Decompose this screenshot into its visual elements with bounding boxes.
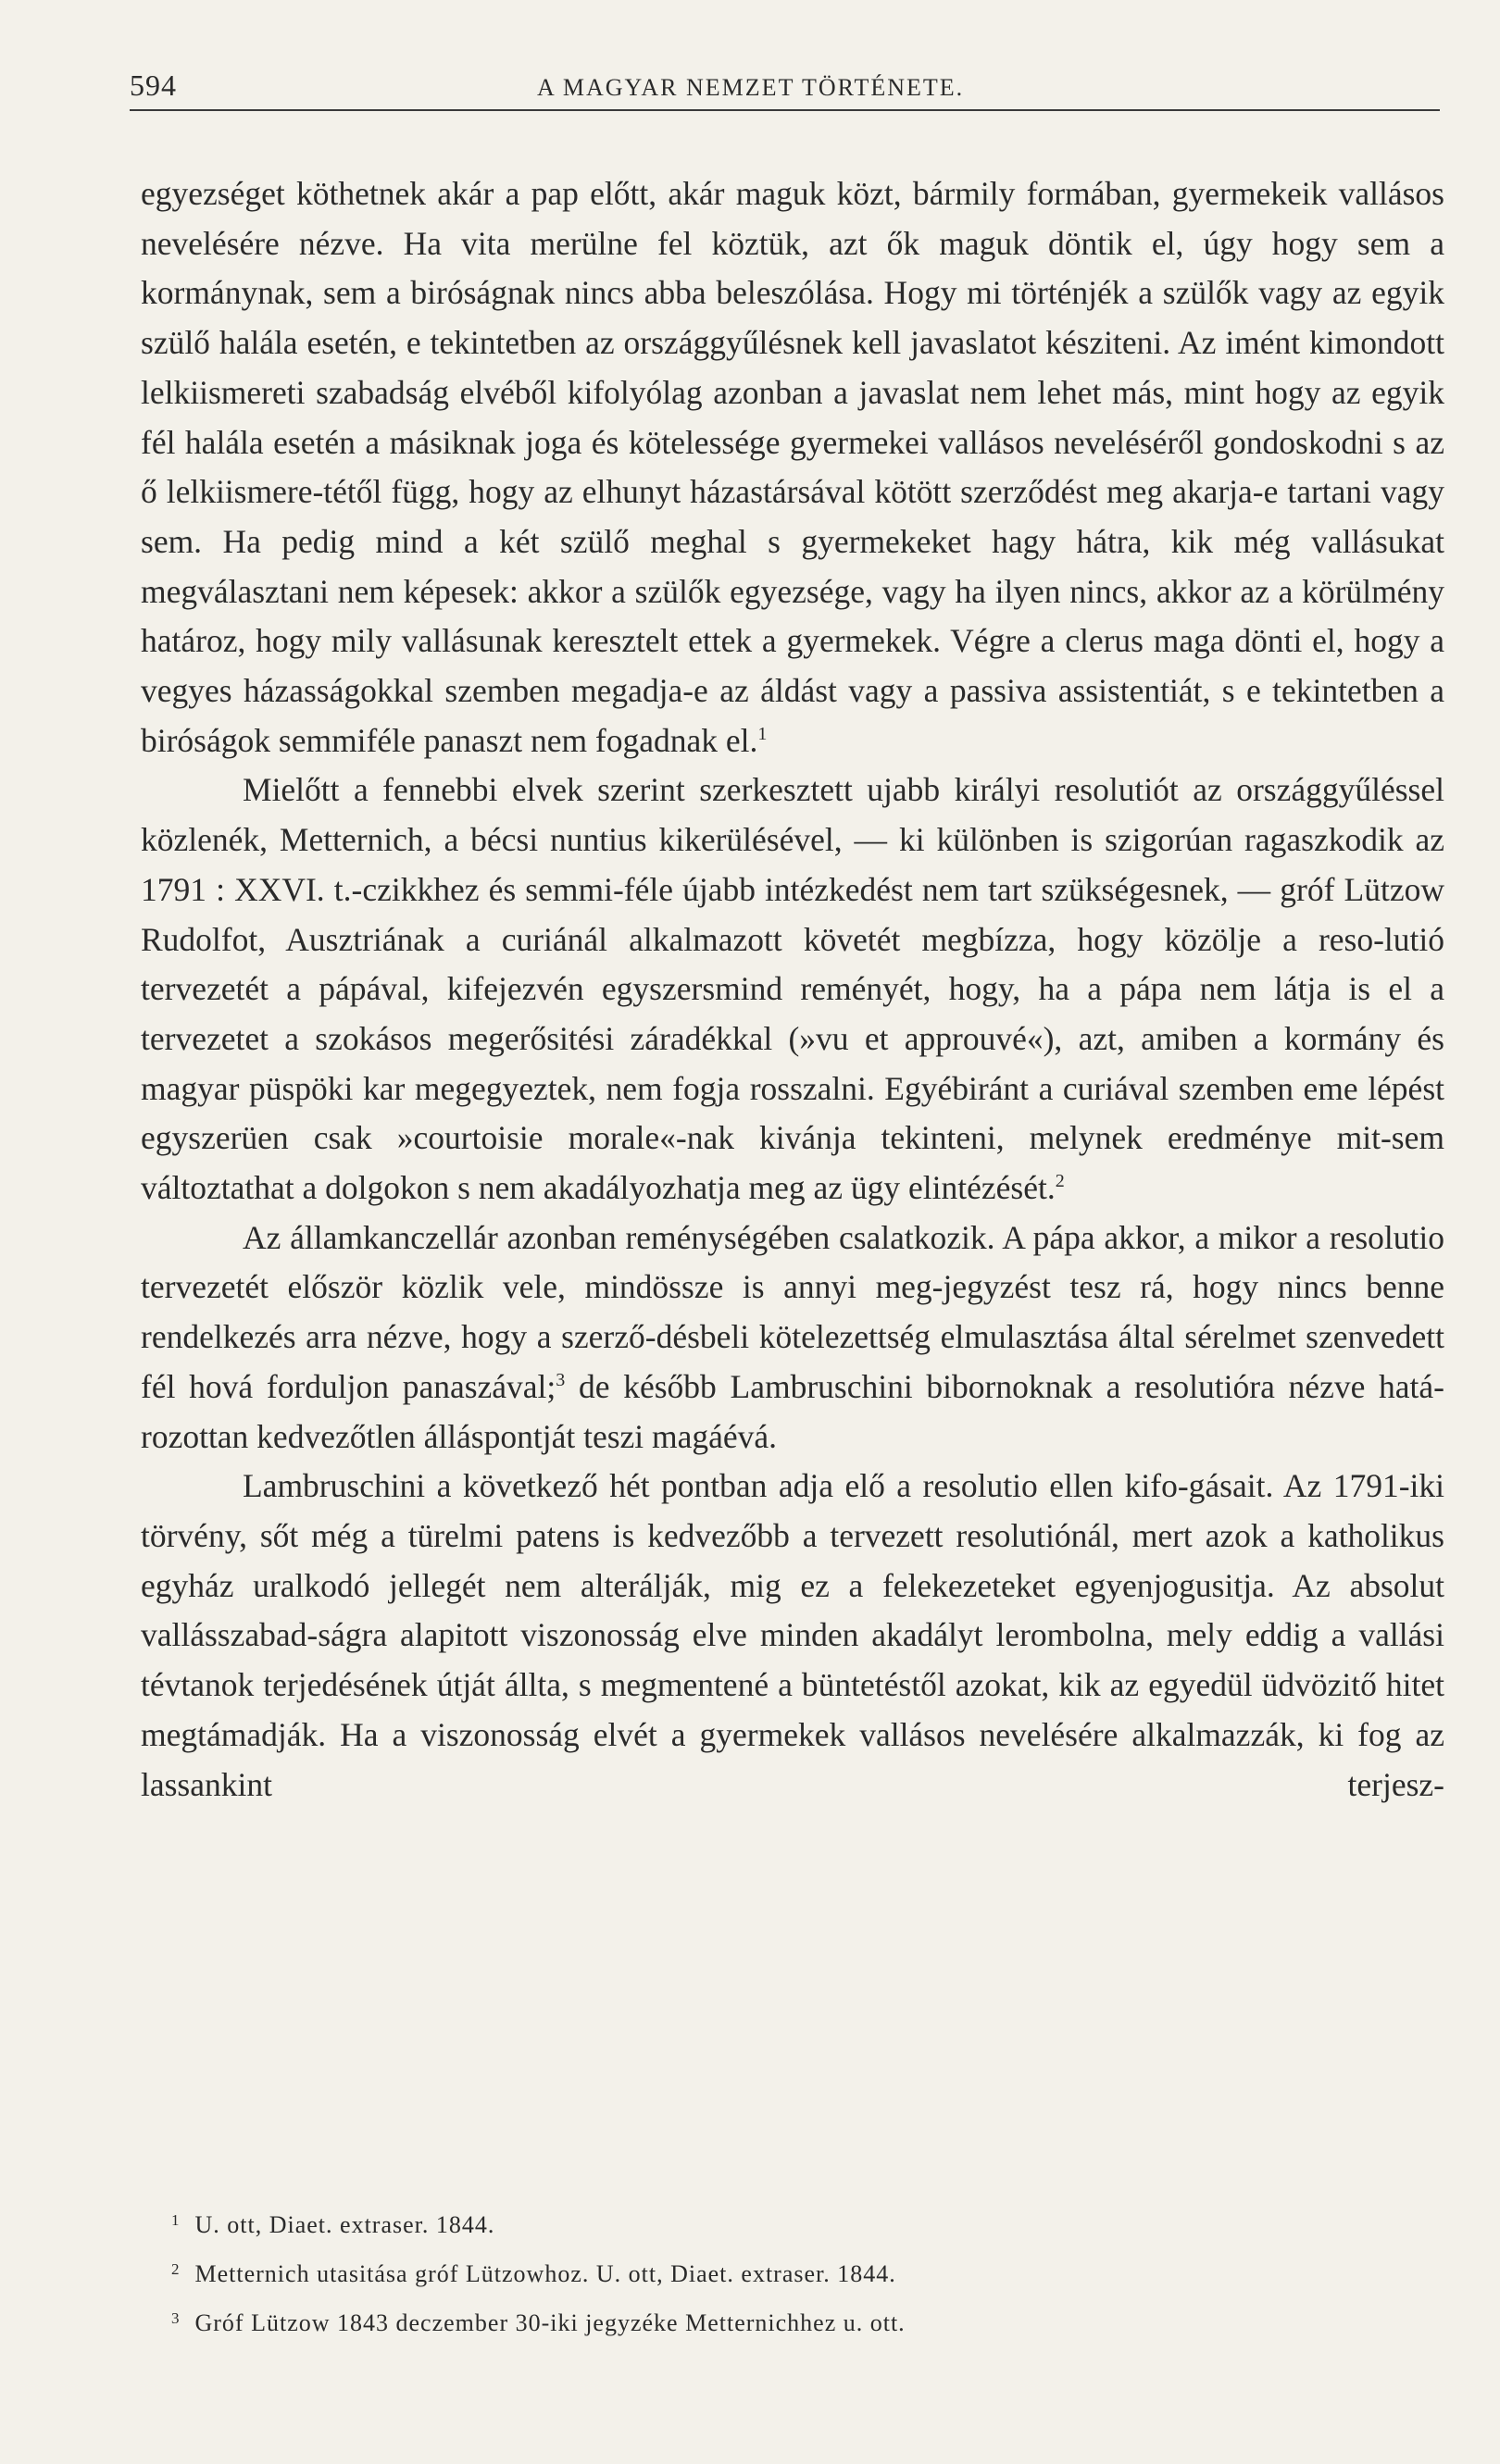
paragraph-4-text: Lambruschini a következő hét pontban adja elő a resolutio ellen kifo-gásait. Az 1791-iki törvény, sőt még a türelmi patens is kedvezőbb a tervezett resolutiónál, mert azok a katholikus egyház uralkodó jellegét nem alterálják, mig ez a felekezeteket egyenjogusitja. Az absolut vallásszabad-ságra alapitott viszonosság elve minden akadályt lerombolna, mely eddig a vallási tévtanok terjedésének útját állta, s megmentené a büntetéstől azokat, kik az egyedül üdvözitő hitet megtámadják. Ha a viszonosság elvét a gyermekek vallásos nevelésére alkalmazzák, ki fog az lassankint terjesz- — [141, 1467, 1444, 1803]
footnote-mark: 2 — [171, 2260, 181, 2278]
paragraph-3-text-cont: de később Lambruschini bibornoknak a resolutióra nézve hatá-rozottan kedvezőtlen álláspontját teszi magáévá. — [141, 1367, 1444, 1455]
footnote-2 — [171, 2247, 1375, 2296]
footnote-ref-1[interactable]: 1 — [757, 723, 768, 744]
footnote-ref-2[interactable]: 2 — [1055, 1171, 1065, 1192]
running-title: A MAGYAR NEMZET TÖRTÉNETE. — [537, 74, 965, 101]
paragraph-2 — [141, 765, 1444, 1213]
paragraph-3-text: Az államkanczellár azonban reménységében csalatkozik. A pápa akkor, a mikor a resolutio tervezetét először közlik vele, mindössze is annyi meg-jegyzést tesz rá, hogy nincs benne rendelkezés arra nézve, hogy a szerző-désbeli kötelezettség elmulasztása által sérelmet szenvedett fél hová forduljon panaszával; — [141, 1218, 1444, 1405]
paragraph-1-text: egyezséget köthetnek akár a pap előtt, akár maguk közt, bármily formában, gyermekeik vallásos nevelésére nézve. Ha vita merülne fel köztük, azt ők maguk döntik el, úgy hogy sem a kormánynak, sem a biróságnak nincs abba beleszólása. Hogy mi történjék a szülők vagy az egyik szülő halála esetén, e tekintetben az országgyűlésnek kell javaslatot késziteni. Az imént kimondott lelkiismereti szabadság elvéből kifolyólag azonban a javaslat nem lehet más, mint hogy az egyik fél halála esetén a másiknak joga és kötelessége gyermekei vallásos neveléséről gondoskodni s az ő lelkiismere-tétől függ, hogy az elhunyt házastársával kötött szerződést meg akarja-e tartani vagy sem. Ha pedig mind a két szülő meghal s gyermekeket hagy hátra, kik még vallásukat megválasztani nem képesek: akkor a szülők egyezsége, vagy ha ilyen nincs, akkor az a körülmény határoz, hogy mily vallásunak keresztelt ettek a gyermekek. Végre a clerus maga dönti el, hogy a vegyes házasságokkal szemben megadja-e az áldást vagy a passiva assistentiát, s e tekintetben a biróságok semmiféle panaszt nem fogadnak el. — [141, 175, 1444, 759]
footnote-1 — [171, 2198, 1375, 2247]
footnote-3 — [171, 2296, 1375, 2346]
footnote-mark: 1 — [171, 2211, 181, 2229]
footnotes — [171, 2198, 1375, 2346]
body-text — [141, 169, 1444, 1810]
footnote-text: Metternich utasitása gróf Lützowhoz. U. ott, Diaet. extraser. 1844. — [194, 2260, 896, 2287]
paragraph-4 — [141, 1462, 1444, 1810]
footnote-ref-3[interactable]: 3 — [556, 1370, 566, 1391]
paragraph-2-text: Mielőtt a fennebbi elvek szerint szerkesztett ujabb királyi resolutiót az országgyűléssel közlenék, Metternich, a bécsi nuntius kikerülésével, — ki különben is szigorúan ragaszkodik az 1791 : XXVI. t.-czikkhez és semmi-féle újabb intézkedést nem tart szükségesnek, — gróf Lützow Rudolfot, Ausztriának a curiánál alkalmazott követét megbízza, hogy közölje a reso-lutió tervezetét a pápával, kifejezvén egyszersmind reményét, hogy, ha a pápa nem látja is el a tervezetet a szokásos megerősitési záradékkal (»vu et approuvé«), azt, amiben a kormány és magyar püspöki kar megegyeztek, nem fogja rosszalni. Egyébiránt a curiával szemben eme lépést egyszerüen csak »courtoisie morale«-nak kivánja tekinteni, melynek eredménye mit-sem változtathat a dolgokon s nem akadályozhatja meg az ügy elintézését. — [141, 771, 1444, 1207]
paragraph-3 — [141, 1213, 1444, 1462]
footnote-text: U. ott, Diaet. extraser. 1844. — [194, 2211, 495, 2238]
page-header — [130, 68, 1440, 111]
footnote-text: Gróf Lützow 1843 deczember 30-iki jegyzéke Metternichhez u. ott. — [194, 2309, 906, 2336]
footnote-mark: 3 — [171, 2309, 181, 2327]
page-number: 594 — [130, 68, 177, 102]
paragraph-1 — [141, 169, 1444, 765]
